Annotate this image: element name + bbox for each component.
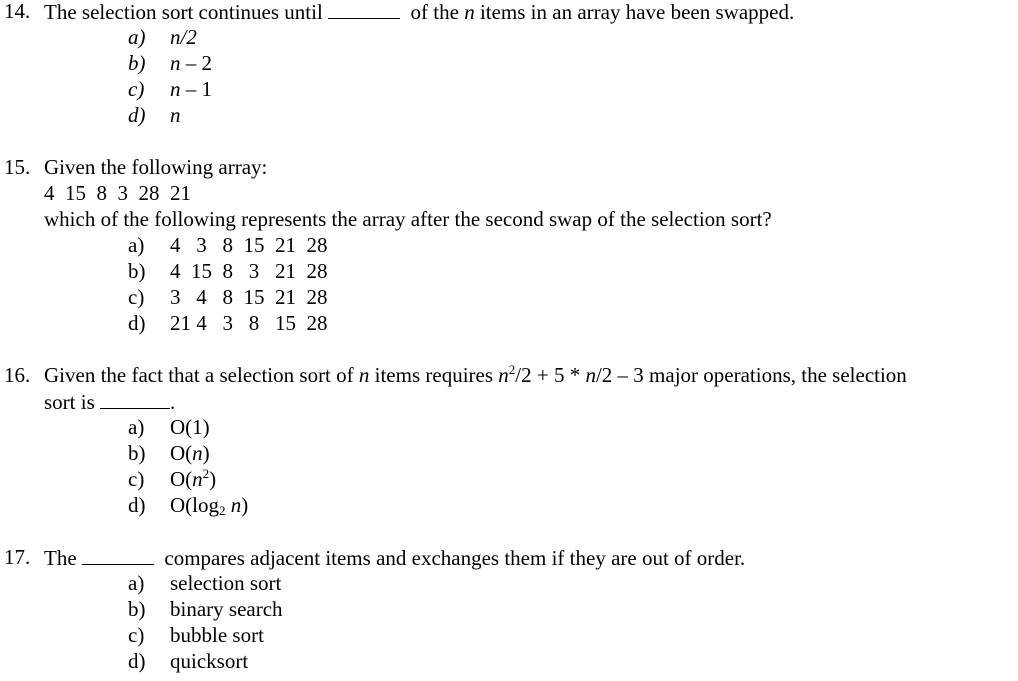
option-label: a): [128, 571, 145, 595]
option-text: quicksort: [170, 649, 249, 673]
option-text: 3 4 8 15 21 28: [170, 285, 328, 309]
variable-n: n: [358, 363, 370, 387]
option-text: binary search: [170, 597, 283, 621]
array-values: 4 15 8 3 28 21: [44, 181, 191, 205]
exponent: 2: [508, 362, 516, 377]
question-stem-line2: [44, 388, 175, 415]
question-number: 16.: [4, 363, 31, 387]
option-label: b): [128, 51, 146, 75]
option-text: bubble sort: [170, 623, 264, 647]
stem-text: /2 – 3 major operations, the selection: [595, 363, 907, 387]
option-text: $O(\log_2$ n): [170, 493, 249, 518]
stem-text: The: [44, 546, 77, 570]
option-label: b): [128, 597, 146, 621]
option-text: $O(n^2)$: [170, 466, 217, 491]
question-number: 15.: [4, 155, 31, 179]
variable-n: n: [585, 363, 596, 387]
question-stem: [44, 362, 907, 388]
formula-text: /2 + 5 *: [515, 363, 581, 387]
option-label: b): [128, 259, 146, 283]
option-text: 4 3 8 15 21 28: [170, 233, 328, 257]
option-label: d): [128, 103, 146, 127]
question-stem: [44, 0, 794, 25]
option-text: 21 4 3 8 15 28: [170, 311, 328, 335]
question-stem: [44, 544, 745, 571]
stem-text: of the: [410, 0, 459, 24]
option-label: b): [128, 441, 146, 465]
question-number: 14.: [4, 0, 31, 23]
option-text: n – 2: [170, 51, 212, 75]
answer-blank: [100, 388, 170, 409]
answer-blank: [328, 0, 400, 19]
option-label: d): [128, 649, 146, 673]
option-text: O(1): [170, 415, 210, 439]
question-stem: Given the following array:: [44, 155, 268, 179]
option-text: n – 1: [170, 77, 212, 101]
stem-text: items requires: [374, 363, 494, 387]
option-label: d): [128, 493, 146, 517]
option-text: n: [170, 103, 181, 127]
stem-text: compares adjacent items and exchanges them if they are out of order.: [164, 546, 746, 570]
variable-n: n: [498, 363, 509, 387]
option-text: O(n): [170, 441, 210, 465]
option-text: 4 15 8 3 21 28: [170, 259, 328, 283]
option-label: d): [128, 311, 146, 335]
question-number: 17.: [4, 545, 31, 569]
option-label: c): [128, 467, 145, 491]
option-label: c): [128, 285, 145, 309]
variable-n: n: [464, 0, 475, 24]
option-text: selection sort: [170, 571, 282, 595]
stem-text: sort is: [44, 390, 95, 414]
stem-text: items in an array have been swapped.: [479, 0, 795, 24]
answer-blank: [82, 544, 154, 565]
option-label: a): [128, 233, 145, 257]
question-prompt: which of the following represents the array after the second swap of the selection sort?: [44, 207, 772, 231]
option-label: c): [128, 77, 145, 101]
option-label: a): [128, 25, 146, 49]
stem-text: .: [170, 390, 176, 414]
option-label: a): [128, 415, 145, 439]
stem-text: Given the fact that a selection sort of: [44, 363, 354, 387]
option-label: c): [128, 623, 145, 647]
stem-text: The selection sort continues until: [44, 0, 323, 24]
option-text: n/2: [170, 25, 197, 49]
